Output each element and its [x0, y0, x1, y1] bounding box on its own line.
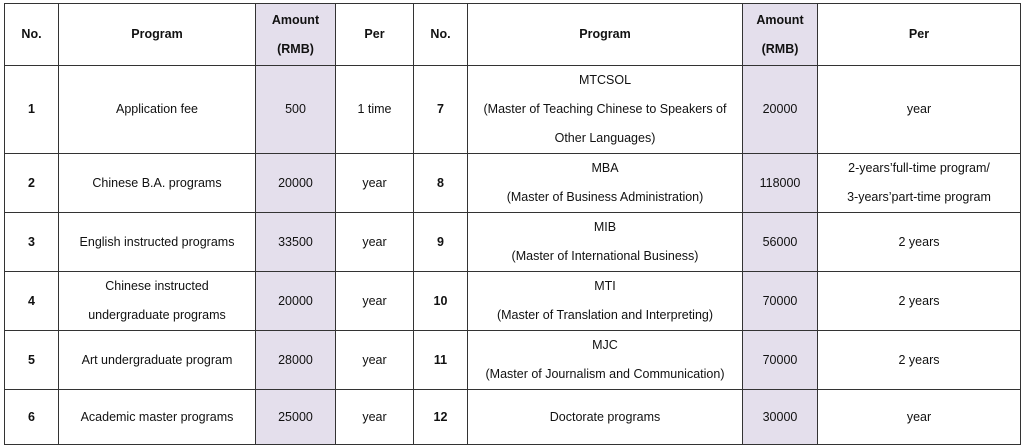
- row-number: 1: [5, 66, 59, 154]
- per-cell-line: 2 years: [898, 234, 940, 249]
- per-cell-line: year: [906, 409, 932, 424]
- per-cell: [818, 272, 1021, 331]
- program-cell-line: Chinese B.A. programs: [92, 175, 222, 190]
- program-cell: [59, 331, 256, 390]
- header-amount: [256, 4, 336, 66]
- program-cell-line: MBA: [591, 161, 619, 175]
- per-cell-line: year: [362, 234, 387, 249]
- header-row: [5, 4, 1021, 66]
- amount-cell: 118000: [743, 154, 818, 213]
- fee-table-body: [5, 66, 1021, 445]
- program-cell: [59, 272, 256, 331]
- program-cell-line: English instructed programs: [79, 234, 235, 249]
- row-number: 10: [414, 272, 468, 331]
- program-cell-line: MJC: [592, 338, 618, 352]
- program-cell-line: (Master of Business Administration): [506, 190, 704, 204]
- header-per: Per: [336, 4, 414, 66]
- per-cell: [336, 66, 414, 154]
- amount-cell: 70000: [743, 272, 818, 331]
- per-cell-line: 1 time: [357, 102, 392, 116]
- program-cell-line: (Master of International Business): [511, 249, 699, 263]
- program-cell: [59, 154, 256, 213]
- program-cell: [468, 331, 743, 390]
- per-cell: [818, 66, 1021, 154]
- amount-cell: 500: [256, 66, 336, 154]
- program-cell: [59, 213, 256, 272]
- header-amount-line2: (RMB): [277, 41, 314, 56]
- per-cell-line: year: [362, 352, 387, 367]
- header-amount-line1: Amount: [271, 12, 320, 27]
- per-cell-line: 2 years: [898, 293, 940, 308]
- table-row: [5, 390, 1021, 445]
- table-row: [5, 66, 1021, 154]
- program-cell: [468, 213, 743, 272]
- program-cell-line: (Master of Translation and Interpreting): [496, 308, 714, 322]
- row-number: 8: [414, 154, 468, 213]
- program-cell-line: Doctorate programs: [549, 409, 661, 424]
- amount-cell: 33500: [256, 213, 336, 272]
- amount-cell: 56000: [743, 213, 818, 272]
- per-cell: [818, 331, 1021, 390]
- header-program: Program: [59, 4, 256, 66]
- per-cell: [336, 272, 414, 331]
- program-cell: [468, 390, 743, 445]
- program-cell: [59, 66, 256, 154]
- per-cell-line: 2-years’full-time program/: [848, 161, 990, 175]
- program-cell-line: undergraduate programs: [88, 308, 226, 322]
- row-number: 12: [414, 390, 468, 445]
- program-cell: [468, 154, 743, 213]
- per-cell-line: year: [906, 102, 932, 116]
- per-cell: [818, 213, 1021, 272]
- amount-cell: 30000: [743, 390, 818, 445]
- table-row: [5, 154, 1021, 213]
- program-cell: [468, 272, 743, 331]
- program-cell-line: Art undergraduate program: [81, 352, 233, 367]
- table-row: [5, 213, 1021, 272]
- row-number: 2: [5, 154, 59, 213]
- program-cell-line: Other Languages): [554, 131, 656, 145]
- program-cell-line: Academic master programs: [80, 409, 234, 424]
- header-amount-right-line1: Amount: [756, 12, 804, 27]
- per-cell: [336, 213, 414, 272]
- header-amount-right-line2: (RMB): [761, 41, 799, 56]
- program-cell-line: MTCSOL: [578, 73, 632, 87]
- amount-cell: 20000: [256, 272, 336, 331]
- program-cell-line: Chinese instructed: [105, 279, 209, 293]
- header-program-right: Program: [468, 4, 743, 66]
- amount-cell: 28000: [256, 331, 336, 390]
- program-cell-line: (Master of Journalism and Communication): [485, 367, 725, 381]
- amount-cell: 20000: [743, 66, 818, 154]
- row-number: 9: [414, 213, 468, 272]
- header-no: No.: [5, 4, 59, 66]
- per-cell-line: year: [362, 293, 387, 308]
- program-cell-line: MTI: [594, 279, 616, 293]
- row-number: 11: [414, 331, 468, 390]
- header-no-right: No.: [414, 4, 468, 66]
- row-number: 6: [5, 390, 59, 445]
- per-cell-line: 3-years’part-time program: [847, 190, 991, 204]
- amount-cell: 70000: [743, 331, 818, 390]
- per-cell-line: year: [362, 175, 387, 190]
- per-cell-line: 2 years: [898, 352, 940, 367]
- program-cell-line: MIB: [593, 220, 617, 234]
- per-cell-line: year: [362, 409, 387, 424]
- per-cell: [818, 154, 1021, 213]
- program-cell-line: Application fee: [115, 102, 198, 116]
- row-number: 4: [5, 272, 59, 331]
- row-number: 3: [5, 213, 59, 272]
- tuition-fee-table: [4, 3, 1021, 445]
- program-cell: [59, 390, 256, 445]
- per-cell: [818, 390, 1021, 445]
- table-row: [5, 272, 1021, 331]
- header-amount-right: [743, 4, 818, 66]
- per-cell: [336, 331, 414, 390]
- row-number: 7: [414, 66, 468, 154]
- per-cell: [336, 390, 414, 445]
- header-per-right: Per: [818, 4, 1021, 66]
- amount-cell: 20000: [256, 154, 336, 213]
- row-number: 5: [5, 331, 59, 390]
- amount-cell: 25000: [256, 390, 336, 445]
- table-row: [5, 331, 1021, 390]
- per-cell: [336, 154, 414, 213]
- program-cell-line: (Master of Teaching Chinese to Speakers of: [483, 102, 727, 116]
- program-cell: [468, 66, 743, 154]
